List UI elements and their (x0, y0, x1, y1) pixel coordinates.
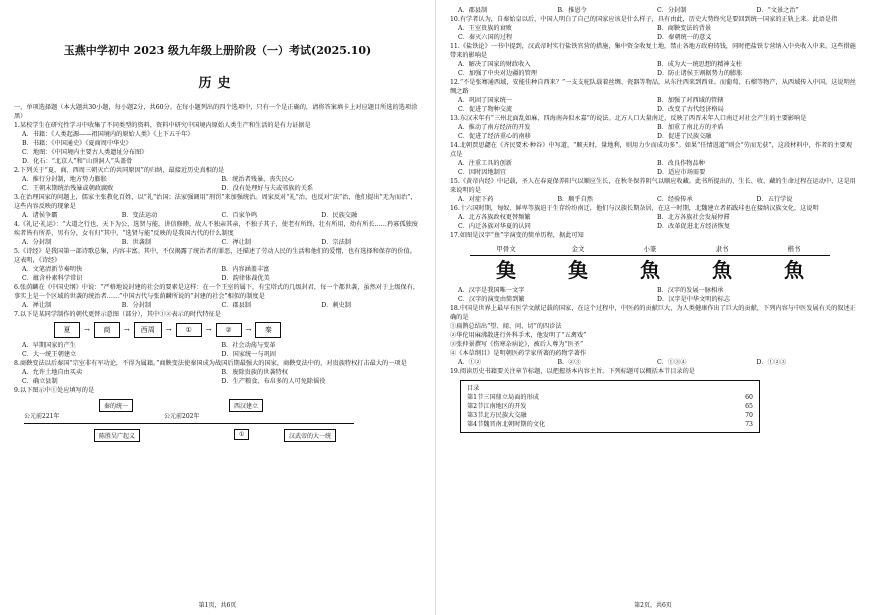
q15-option-c[interactable]: C．经验传承 (657, 196, 693, 203)
page-footer: 第2页，共6页 (634, 602, 672, 609)
q13-option-d[interactable]: D．促进了民族交融 (657, 133, 712, 140)
q14-options (450, 159, 856, 177)
q9-options (450, 6, 856, 15)
q6-option-d[interactable]: D．刺史制 (321, 302, 351, 309)
glyph-char: 𩵋 (496, 258, 516, 282)
question-17: 17.如图是汉字“鱼”字演变的简单历程，据此可知 (450, 232, 584, 239)
toc-title: 目录 (467, 385, 480, 392)
q12-option-b[interactable]: B．加强了对西域的管辖 (657, 97, 724, 104)
q1-options (14, 130, 421, 166)
chain-box: 西周 (134, 322, 162, 338)
chain-box: 夏 (54, 322, 80, 338)
q15-options (450, 195, 856, 204)
q3-option-c[interactable]: C．百家争鸣 (221, 212, 258, 219)
glyph-char: 魚 (712, 258, 732, 282)
question-1: 1.某校学生在研究性学习中收集了不同类型的资料，资料中研究中国境内原始人类生产和生活的是有力证据是 (14, 122, 311, 129)
q8-option-a[interactable]: A．允许土地自由买卖 (22, 369, 83, 376)
glyph-column (758, 244, 830, 284)
q13-option-b[interactable]: B．加重了南北方的矛盾 (657, 124, 724, 131)
q18-item: ②华佗用麻沸散进行外科手术，他发明了“五禽戏” (450, 332, 587, 339)
question-16: 16.十六国时期，匈奴、鲜卑等族迫于生存纷纷南迁，他们与汉族长期杂居，在这一时期，北魏建立者拓跋珪也在接纳汉族文化，这说明 (450, 205, 819, 212)
q6-option-a[interactable]: A．禅让制 (22, 302, 52, 309)
q14-option-b[interactable]: B．改良作物品种 (657, 160, 705, 167)
q17-options (450, 286, 856, 304)
q16-options (450, 213, 856, 231)
q12-option-a[interactable]: A．巩固了国家统一 (458, 97, 512, 104)
toc-row (467, 402, 753, 411)
q2-option-c[interactable]: C．王朝末期统治残暴或朝政腐败 (22, 185, 114, 192)
timeline-box-western-han: 西汉建立 (229, 399, 263, 412)
toc-row (467, 411, 753, 420)
question-18: 18.中国是世界上最早有医学文献记载的国家，在这个过程中，中医药的贡献巨大，为人类健康作出了巨大的贡献，下列内容与中医发展有关的叙述正确的是 (450, 305, 856, 321)
glyph-column (542, 244, 614, 284)
arrow-right-icon: → (165, 326, 172, 334)
q7-option-b[interactable]: B．社会动荡与变革 (221, 342, 276, 349)
q12-options (450, 96, 856, 114)
q18-options (450, 358, 856, 367)
toc-entry: 第4节魏晋南北朝时期的文化 (467, 421, 546, 428)
q10-option-a[interactable]: A．王室贵族的衰败 (458, 25, 512, 32)
q9-option-c[interactable]: C．分封制 (657, 7, 687, 14)
glyph-char: 魚 (640, 258, 660, 282)
q17-option-c[interactable]: C．汉字的演变由简到繁 (458, 296, 525, 303)
page-right (435, 0, 870, 615)
question-13: 13.东汉末年有“三州北面乱如麻，四海南奔似永嘉”的说法。北方人口大量南迁，反映了西晋末年人口南迁对社会产生的主要影响是 (450, 115, 807, 122)
subject-heading: 历史 (198, 76, 237, 91)
q2-options (14, 175, 421, 193)
q13-options (450, 123, 856, 141)
glyph-column (614, 244, 686, 284)
q7-option-d[interactable]: D．国家统一与巩固 (221, 351, 276, 358)
toc-page: 65 (745, 403, 753, 410)
question-9: 9.以下图示中①处应填写的是 (14, 387, 95, 394)
question-6: 6.张荫麟在《中国史纲》中说：“严格地说封建的社会的要素是这样：在一个王室的属下，有宝塔式的几级封君，每一个都世袭，虽然对于上级保有，事实上是一个区域的世袭的统治者……”中国古代与张荫麟所说的“封建的社会”相似的制度是 (14, 284, 420, 300)
q14-option-a[interactable]: A．注重工具的创新 (458, 160, 512, 167)
q10-option-c[interactable]: C．秦灭六国的过程 (458, 34, 513, 41)
q17-option-b[interactable]: B．汉字的发展一脉相承 (657, 287, 724, 294)
timeline-diagram (24, 399, 421, 447)
chain-box: ② (216, 323, 242, 337)
question-10: 10.有学者认为，自秦始皇以后，中国人明白了自己的国家应该是什么样子，具有由此，历史大势终究是要回到统一国家的正轨上来。此语是指 (450, 16, 838, 23)
q18-option-b[interactable]: B．②③ (557, 359, 581, 366)
q16-option-d[interactable]: D．改革促进北方经济恢复 (657, 223, 731, 230)
q8-options (14, 368, 421, 386)
question-7: 7.以下是某同学制作的朝代更替示意图（部分），其中①②表示的时代特征是 (14, 311, 221, 318)
q2-option-b[interactable]: B．统治者残暴，丧失民心 (221, 176, 295, 183)
question-19: 19.阅读历史书籍要关注章节标题，以把握基本内容主旨。下列标题可以概括本节目录的是 (450, 368, 695, 375)
question-14: 14.北朝贾思勰在《齐民要术·种谷》中写道，“顺天时，量地利，则用力少而成功多”。如果“任情返道”则会“劳而无获”，这段材料中，作者的主要观点是 (450, 142, 853, 158)
q9-option-d[interactable]: D．“文景之治” (756, 7, 799, 14)
q8-option-c[interactable]: C．确立县制 (22, 378, 58, 385)
q4-options (14, 238, 421, 247)
q2-option-d[interactable]: D．没有处理好与夫或邻族的关系 (221, 185, 314, 192)
chain-box: 商 (94, 322, 120, 338)
q18-option-a[interactable]: A．①② (458, 359, 482, 366)
arrow-right-icon: → (123, 326, 130, 334)
q16-option-a[interactable]: A．北方各族政权更替频繁 (458, 214, 531, 221)
section-instructions: 一、单项选择题（本大题共30小题，每小题2分，共60分。在每小题列出的四个选项中，只有一个是正确的，请将答案填卡上对应题目所选的选项涂黑） (14, 104, 418, 120)
q11-option-a[interactable]: A．解决了国家的财政收入 (458, 61, 531, 68)
q2-option-a[interactable]: A．推行分封制，地方势力膨胀 (22, 176, 107, 183)
q11-option-d[interactable]: D．防止诸侯王割据势力的膨胀 (657, 70, 743, 77)
toc-page: 73 (745, 421, 753, 428)
question-4: 4.《礼记·礼运》：“大道之行也，天下为公，选贤与能，讲信修睦，故人不独亲其亲，不独子其子，使老有所终，壮有所用，幼有所长……矜寡孤独废疾者皆有所养，男有分，女有归”其中，“选贤与能”反映的是我国古代的什么制度 (14, 221, 418, 237)
q18-item: ④《本草纲目》是明朝医药学家所著的药物学著作 (450, 350, 587, 357)
arrow-right-icon: → (245, 326, 252, 334)
q6-option-b[interactable]: B．分封制 (121, 302, 152, 309)
q17-option-d[interactable]: D．汉字是中华文明的标志 (657, 296, 731, 303)
timeline-box-blank: ① (234, 429, 249, 440)
question-8: 8.商鞅变法以后秦国“宗室非有军功论，不得为属籍。”商鞅变法使秦国成为战国后期最强大的国家，商鞅变法中的，对贵族特权打击最大的一项是 (14, 360, 407, 367)
timeline-box-wudi: 汉武帝的大一统 (284, 429, 336, 442)
timeline-start-label: 公元前221年 (24, 413, 60, 420)
q12-option-c[interactable]: C．促进了物种交流 (458, 106, 513, 113)
q5-option-d[interactable]: D．韵律体裁优美 (221, 275, 270, 282)
q16-option-b[interactable]: B．北方各族社会发展停滞 (657, 214, 730, 221)
q1-option-a[interactable]: A．书籍：《人类起源——祖国境内的原始人类》《上下五千年》 (22, 131, 194, 138)
q1-option-d[interactable]: D．化石：“北京人”和“山顶洞人”头盖骨 (22, 158, 133, 165)
timeline-mid-label: 公元前202年 (164, 413, 200, 420)
toc-entry: 第3节北方民族大交融 (467, 412, 527, 419)
q18-option-d[interactable]: D．①②③ (756, 359, 787, 366)
q7-option-c[interactable]: C．大一统王朝建立 (22, 351, 77, 358)
table-of-contents (460, 380, 760, 433)
q3-options (14, 211, 421, 220)
q17-option-a[interactable]: A．汉字是我国唯一文字 (458, 287, 525, 294)
chain-box: 秦 (255, 322, 281, 338)
q3-option-b[interactable]: B．变法运动 (121, 212, 158, 219)
toc-entry: 第2节江南地区的开发 (467, 403, 527, 410)
q18-item: ③张仲景撰写《伤寒杂病论》，被后人尊为“医圣” (450, 341, 584, 348)
arrow-right-icon: → (205, 326, 212, 334)
q4-option-b[interactable]: B．世袭制 (121, 239, 152, 246)
glyph-header: 楷书 (758, 244, 830, 256)
q8-option-b[interactable]: B．废除贵族的世袭特权 (221, 369, 288, 376)
timeline-box-unification: 秦的统一 (99, 399, 133, 412)
q5-option-c[interactable]: C．蕴含朴素科学常识 (22, 275, 83, 282)
q6-option-c[interactable]: C．郡县制 (221, 302, 251, 309)
q7-option-a[interactable]: A．早期国家的产生 (22, 342, 76, 349)
q5-option-b[interactable]: B．内容涵盖丰富 (221, 266, 270, 273)
question-12: 12.“不是张骞通西域，安能佳种自西来？”一支支驼队载着丝绸、瓷器等物品，从东往西来到西亚。而葡萄、石榴等物产，从西域传入中国。这说明丝绸之路 (450, 79, 856, 95)
q16-option-c[interactable]: C．内迁各族对华夏的认同 (458, 223, 531, 230)
q11-option-c[interactable]: C．加强了中央对边疆的管理 (458, 70, 537, 77)
q4-option-d[interactable]: D．宗法制 (321, 239, 351, 246)
q10-option-d[interactable]: D．秦朝统一的意义 (657, 34, 712, 41)
q15-option-a[interactable]: A．对症下药 (458, 196, 494, 203)
page-footer: 第1页，共6页 (198, 602, 237, 609)
timeline-axis (24, 423, 354, 424)
q1-option-b[interactable]: B．书籍：《中国通史》《夏商周中华史》 (22, 140, 132, 147)
q14-option-c[interactable]: C．因时因地制宜 (458, 169, 507, 176)
q9-option-a[interactable]: A．郡县制 (458, 7, 488, 14)
glyph-char: 魚 (784, 258, 804, 282)
q11-option-b[interactable]: B．成为大一统思想的精神支柱 (657, 61, 742, 68)
q3-option-a[interactable]: A．诸侯争霸 (22, 212, 58, 219)
timeline-box-uprising: 陈胜吴广起义 (94, 429, 140, 442)
exam-title: 玉燕中学初中 2023 级九年级上册阶段（一）考试(2025.10) (63, 44, 372, 57)
question-3: 3.在治理国家的问题上，儒家主张教化百姓，以“礼”治国；法家强调用“刑罚”来加强统治。周家反对“礼”治，也反对“法”治，他们提出“无为而治”，这些内容反映的现象是 (14, 194, 417, 210)
fish-character-evolution (470, 244, 830, 284)
glyph-header: 金文 (542, 244, 614, 256)
q11-options (450, 60, 856, 78)
q7-options (14, 341, 421, 359)
q13-option-c[interactable]: C．促进了经济重心的南移 (458, 133, 531, 140)
q18-item: ①扁鹊总结出“望、闻、问、切”的四诊法 (450, 323, 562, 330)
glyph-header: 隶书 (686, 244, 758, 256)
glyph-header: 甲骨文 (470, 244, 542, 256)
q10-options (450, 24, 856, 42)
question-15: 15.《黄帝内经》中记载，圣人在春夏保养阳气以顺应生长，在秋冬保养阴气以顺应收藏。此书所提出的，生长、收、藏的生命过程在运动中，这是用来说明的是 (450, 178, 856, 194)
arrow-right-icon: → (84, 326, 90, 334)
q18-option-c[interactable]: C．①③④ (657, 359, 687, 366)
q3-option-d[interactable]: D．民族交融 (321, 212, 358, 219)
question-11: 11.《盐铁论》一书中提到，汉武帝时实行盐铁官营的措施，集中资金收复土地，禁止各地方政府铸钱，同时把盐铁专营纳入中央收入中来。这些措施带来的影响是 (450, 43, 856, 59)
question-2: 2.下列关于“夏、商、西周三朝灭亡的共同原因”的归纳，最接近历史真相的是 (14, 167, 225, 174)
q5-option-a[interactable]: A．文笔清新节奏明快 (22, 266, 83, 273)
question-5: 5.《诗经》是我国第一部诗歌总集，内容丰富。其中，不仅揭露了统治者的罪恶，还描述了劳动人民的生活和他们的爱憎，也有选择和保存的价值。这表明，《诗经》 (14, 248, 416, 264)
q14-option-d[interactable]: D．适应市场需要 (657, 169, 706, 176)
glyph-char: 𩵋 (568, 258, 588, 282)
q6-options (14, 301, 421, 310)
q4-option-c[interactable]: C．禅让制 (221, 239, 251, 246)
q13-option-a[interactable]: A．推动了南方经济的开发 (458, 124, 531, 131)
q15-option-d[interactable]: D．五行学说 (756, 196, 793, 203)
toc-row (467, 420, 753, 429)
q10-option-b[interactable]: B．商鞅变法的背景 (657, 25, 712, 32)
toc-row (467, 393, 753, 402)
glyph-header: 小篆 (614, 244, 686, 256)
q8-option-d[interactable]: D．生产粮食、布帛多的人可免除徭役 (221, 378, 326, 385)
toc-page: 60 (745, 394, 753, 401)
glyph-column (686, 244, 758, 284)
q5-options (14, 265, 421, 283)
q12-option-d[interactable]: D．改变了古代经济格局 (657, 106, 724, 113)
q15-option-b[interactable]: B．顺乎自然 (557, 196, 593, 203)
dynasty-chain (54, 322, 421, 338)
glyph-column (470, 244, 542, 284)
toc-page: 70 (745, 412, 753, 419)
q9-option-b[interactable]: B．推恩令 (557, 7, 587, 14)
q4-option-a[interactable]: A．分封制 (22, 239, 52, 246)
toc-entry: 第1节三国鼎立局面的形成 (467, 394, 539, 401)
chain-box: ① (176, 323, 202, 337)
q1-option-c[interactable]: C．地图：《中国境内主要古人类遗址分布图》 (22, 149, 148, 156)
